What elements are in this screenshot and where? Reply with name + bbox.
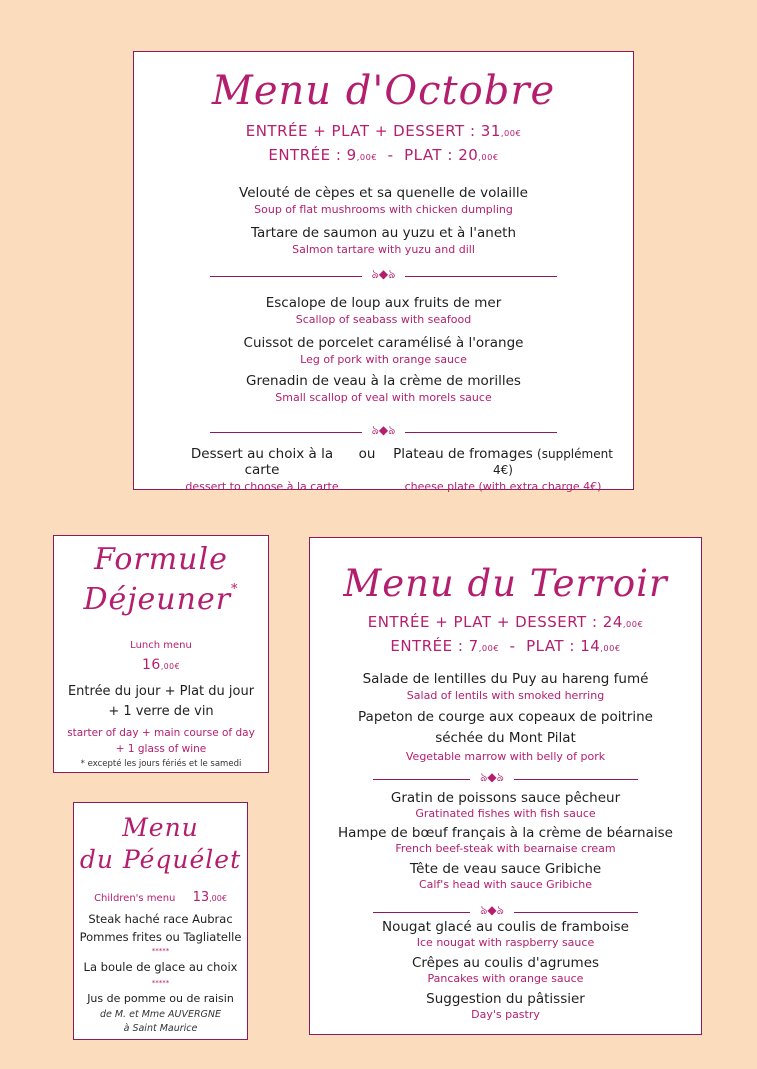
formule-title-line1: Formule [94,542,228,577]
pequelet-item-3: Jus de pomme ou de raisin [87,992,234,1005]
ornament-divider: ঌ◆ঌ [310,902,701,922]
pequelet-stars: ***** [151,979,170,987]
terroir-combo-price: ENTRÉE + PLAT + DESSERT : 24,00€ [367,613,644,631]
octobre-dish-4: Cuissot de porcelet caramélisé à l'orange Leg of pork with orange sauce [243,335,524,366]
octobre-or: ou [358,446,376,462]
octobre-dish-5: Grenadin de veau à la crème de morilles Small scallop of veal with morels sauce [246,373,521,404]
formule-title-line2: Déjeuner* [83,582,239,617]
menu-octobre-title: Menu d'Octobre [211,68,556,114]
pequelet-stars: ***** [151,947,170,955]
pequelet-credit: de M. et Mme AUVERGNE à Saint Maurice [99,1009,222,1034]
pequelet-item-1: Steak haché race Aubrac Pommes frites ou Tagliatelle [79,912,242,944]
pequelet-title-line2: du Péquélet [79,845,242,874]
terroir-starter-1: Salade de lentilles du Puy au hareng fumé Salad of lentils with smoked herring [362,671,649,702]
menu-terroir-card [309,537,702,1035]
formule-description: Entrée du jour + Plat du jour + 1 verre de vin [67,684,255,719]
terroir-main-2: Hampe de bœuf français à la crème de béarnaise French beef-steak with bearnaise cream [338,825,673,855]
menu-pequelet-card [73,802,248,1040]
pequelet-price-row: Children's menu 13,00€ [94,890,227,905]
octobre-dessert: Dessert au choix à la carte dessert to choose à la carte [185,446,339,493]
octobre-dish-3: Escalope de loup aux fruits de mer Scallop of seabass with seafood [265,295,502,326]
octobre-split-price: ENTRÉE : 9,00€ - PLAT : 20,00€ [268,146,499,164]
formule-price: 16,00€ [142,657,180,673]
formule-dejeuner-card [53,535,269,773]
pequelet-item-2: La boule de glace au choix [83,960,238,974]
octobre-dish-2: Tartare de saumon au yuzu et à l'aneth Salmon tartare with yuzu and dill [250,225,517,256]
octobre-cheese: Plateau de fromages (supplément 4€) cheese plate (with extra charge 4€) [393,446,613,493]
ornament-divider: ঌ◆ঌ [134,422,633,442]
formule-description-en: starter of day + main course of day + 1 glass of wine [67,727,255,755]
ornament-divider: ঌ◆ঌ [310,769,701,789]
terroir-dessert-3: Suggestion du pâtissier Day's pastry [426,991,585,1021]
formule-subtitle: Lunch menu [130,640,192,651]
terroir-split-price: ENTRÉE : 7,00€ - PLAT : 14,00€ [390,637,621,655]
octobre-combo-price: ENTRÉE + PLAT + DESSERT : 31,00€ [245,122,522,140]
terroir-main-1: Gratin de poissons sauce pêcheur Gratinated fishes with fish sauce [390,790,621,820]
octobre-dish-1: Velouté de cèpes et sa quenelle de volaille Soup of flat mushrooms with chicken dumpling [239,185,528,216]
terroir-starter-2: Papeton de courge aux copeaux de poitrine séchée du Mont Pilat Vegetable marrow with belly of pork [358,709,653,763]
menu-octobre-card [133,51,634,493]
pequelet-title-line1: Menu [122,813,199,842]
terroir-dessert-1: Nougat glacé au coulis de framboise Ice nougat with raspberry sauce [382,919,629,949]
ornament-divider: ঌ◆ঌ [134,266,633,286]
terroir-main-3: Tête de veau sauce Gribiche Calf's head with sauce Gribiche [409,861,602,891]
terroir-dessert-2: Crêpes au coulis d'agrumes Pancakes with orange sauce [411,955,600,985]
menu-terroir-title: Menu du Terroir [343,562,668,605]
formule-note: * excepté les jours fériés et le samedi [80,759,242,769]
